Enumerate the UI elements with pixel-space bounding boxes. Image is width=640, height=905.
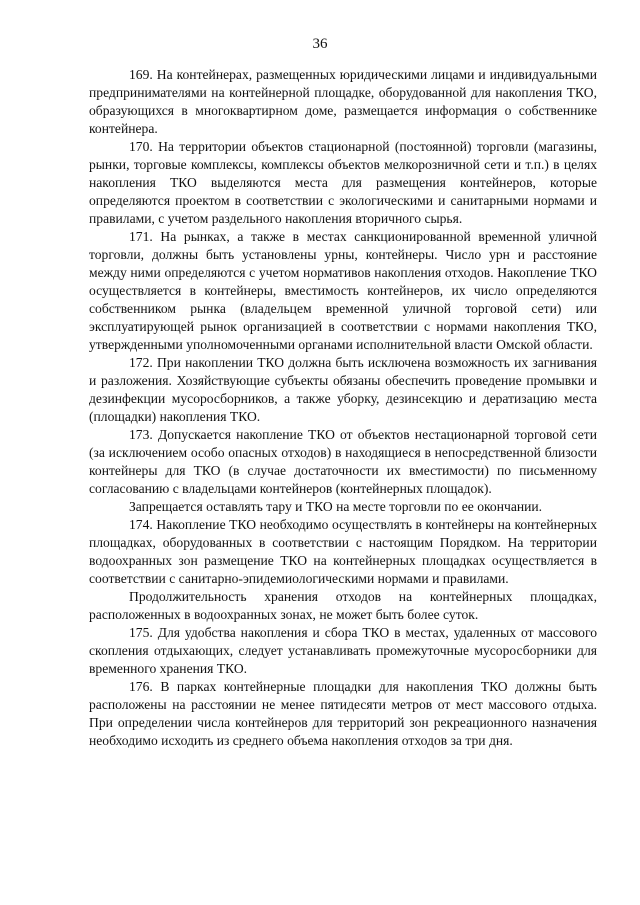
paragraph-173-prohibition: Запрещается оставлять тару и ТКО на месте торговли по ее окончании. xyxy=(129,499,543,514)
page-number: 36 xyxy=(312,36,328,52)
paragraph-174-storage-duration: Продолжительность хранения отходов на контейнерных площадках, расположенных в водоохранных зонах, не может быть более суток. xyxy=(89,589,597,622)
paragraph-170: 170. На территории объектов стационарной (постоянной) торговли (магазины, рынки, торговые комплексы, комплексы объектов мелкорозничной сети и т.п.) в целях накопления ТКО выделяются места для размещения контейнеров, которые определяются проектом в соответствии с экологическими и санитарными нормами и правилами, с учетом раздельного накопления вторичного сырья. xyxy=(89,139,597,226)
paragraph-175: 175. Для удобства накопления и сбора ТКО в местах, удаленных от массового скопления отдыхающих, следует устанавливать промежуточные мусоросборники для временного хранения ТКО. xyxy=(89,625,597,676)
paragraph-174: 174. Накопление ТКО необходимо осуществлять в контейнеры на контейнерных площадках, оборудованных в соответствии с настоящим Порядком. На территории водоохранных зон размещение ТКО на контейнерных площадках осуществляется в соответствии с санитарно-эпидемиологическими нормами и правилами. xyxy=(89,517,597,586)
paragraph-171: 171. На рынках, а также в местах санкционированной временной уличной торговли, должны быть установлены урны, контейнеры. Число урн и расстояние между ними определяются с учетом нормативов накопления отходов. Накопление ТКО осуществляется в контейнеры, вместимость контейнеров, их число определяются собственником рынка (владельцем временной уличной торговой сети) или эксплуатирующей рынок организацией в соответствии с нормами накопления ТКО, утвержденными уполномоченными органами исполнительной власти Омской области. xyxy=(89,229,597,352)
paragraph-173: 173. Допускается накопление ТКО от объектов нестационарной торговой сети (за исключением особо опасных отходов) в находящиеся в непосредственной близости контейнеры для ТКО (в случае достаточности их вместимости) по письменному согласованию с владельцами контейнеров (контейнерных площадок). xyxy=(89,427,597,496)
paragraph-172: 172. При накоплении ТКО должна быть исключена возможность их загнивания и разложения. Хозяйствующие субъекты обязаны обеспечить проведение промывки и дезинфекции мусоросборников, а также уборку, дезинсекцию и дератизацию места (площадки) накопления ТКО. xyxy=(89,355,597,424)
paragraph-169: 169. На контейнерах, размещенных юридическими лицами и индивидуальными предпринимателями на контейнерной площадке, оборудованной для накопления ТКО, образующихся в многоквартирном доме, размещается информация о собственнике контейнера. xyxy=(89,67,597,136)
paragraph-176: 176. В парках контейнерные площадки для накопления ТКО должны быть расположены на расстоянии не менее пятидесяти метров от мест массового отдыха. При определении числа контейнеров для территорий зон рекреационного назначения необходимо исходить из среднего объема накопления отходов за три дня. xyxy=(89,679,597,748)
